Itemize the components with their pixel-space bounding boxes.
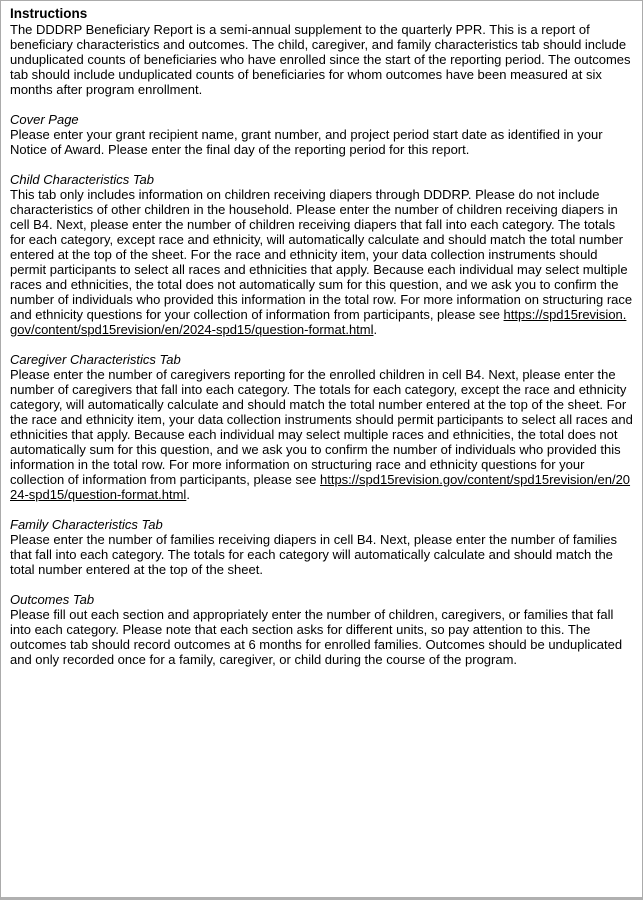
family-characteristics-body: Please enter the number of families receiving diapers in cell B4. Next, please enter the number of families that fall into each category. The totals for each category will automatically calculate and should match the total number entered at the top of the sheet. (10, 532, 617, 577)
child-characteristics-text: This tab only includes information on children receiving diapers through DDDRP. Please do not include characteristics of other children in the household. Please enter the number of children receiving diapers in cell B4. Next, please enter the number of children receiving diapers that fall into each category. The totals for each category, except race and ethnicity, will automatically calculate and should match the total number entered at the top of the sheet. For the race and ethnicity item, your data collection instruments should permit participants to select all races and ethnicities that apply. Because each individual may select multiple races and ethnicities, the total does not automatically sum for this question, and we ask you to confirm the number of individuals who provided this information in the total row. For more information on structuring race and ethnicity questions for your collection of information from participants, please see (10, 187, 633, 322)
section-child-characteristics-tab (10, 172, 633, 337)
page-title: Instructions (10, 6, 88, 21)
spd15-question-format-link[interactable]: https://spd15revision.gov/content/spd15revision/en/2024-spd15/question-format.html (10, 307, 627, 337)
section-cover-page (10, 112, 633, 157)
child-characteristics-body (10, 187, 633, 337)
section-caregiver-characteristics-tab (10, 352, 633, 502)
outcomes-body: Please fill out each section and appropriately enter the number of children, caregivers, or families that fall into each category. Please note that each section asks for different units, so pay attention to this. The outcomes tab should record outcomes at 6 months for enrolled families. Outcomes should be unduplicated and only recorded once for a family, caregiver, or child during the course of the program. (10, 607, 623, 667)
outcomes-heading: Outcomes Tab (10, 592, 95, 607)
spd15-question-format-link[interactable]: https://spd15revision.gov/content/spd15revision/en/2024-spd15/question-format.html (10, 472, 631, 502)
caregiver-characteristics-text-after-link: . (186, 487, 190, 502)
caregiver-characteristics-text: Please enter the number of caregivers reporting for the enrolled children in cell B4. Next, please enter the number of caregivers that fall into each category. The totals for each category, except the race and ethnicity category, will automatically calculate and should match the total number entered at the top of the sheet. For the race and ethnicity item, your data collection instruments should permit participants to select all races and ethnicities that apply. Because each individual may select multiple races and ethnicities, the total does not automatically sum for this question, and we ask you to confirm the number of individuals who provided this information in the total row. For more information on structuring race and ethnicity questions for your collection of information from participants, please see (10, 367, 633, 487)
caregiver-characteristics-heading: Caregiver Characteristics Tab (10, 352, 181, 367)
child-characteristics-heading: Child Characteristics Tab (10, 172, 155, 187)
cover-page-body: Please enter your grant recipient name, grant number, and project period start date as identified in your Notice of Award. Please enter the final day of the reporting period for this report. (10, 127, 603, 157)
caregiver-characteristics-body (10, 367, 633, 502)
cover-page-heading: Cover Page (10, 112, 79, 127)
family-characteristics-heading: Family Characteristics Tab (10, 517, 163, 532)
intro-paragraph: The DDDRP Beneficiary Report is a semi-annual supplement to the quarterly PPR. This is a report of beneficiary characteristics and outcomes. The child, caregiver, and family characteristics tab should include unduplicated counts of beneficiaries who have enrolled since the start of the reporting period. The outcomes tab should include unduplicated counts of beneficiaries for whom outcomes have been measured at six months after program enrollment. (10, 22, 631, 97)
section-family-characteristics-tab (10, 517, 633, 577)
child-characteristics-text-after-link: . (373, 322, 378, 337)
section-outcomes-tab (10, 592, 633, 667)
